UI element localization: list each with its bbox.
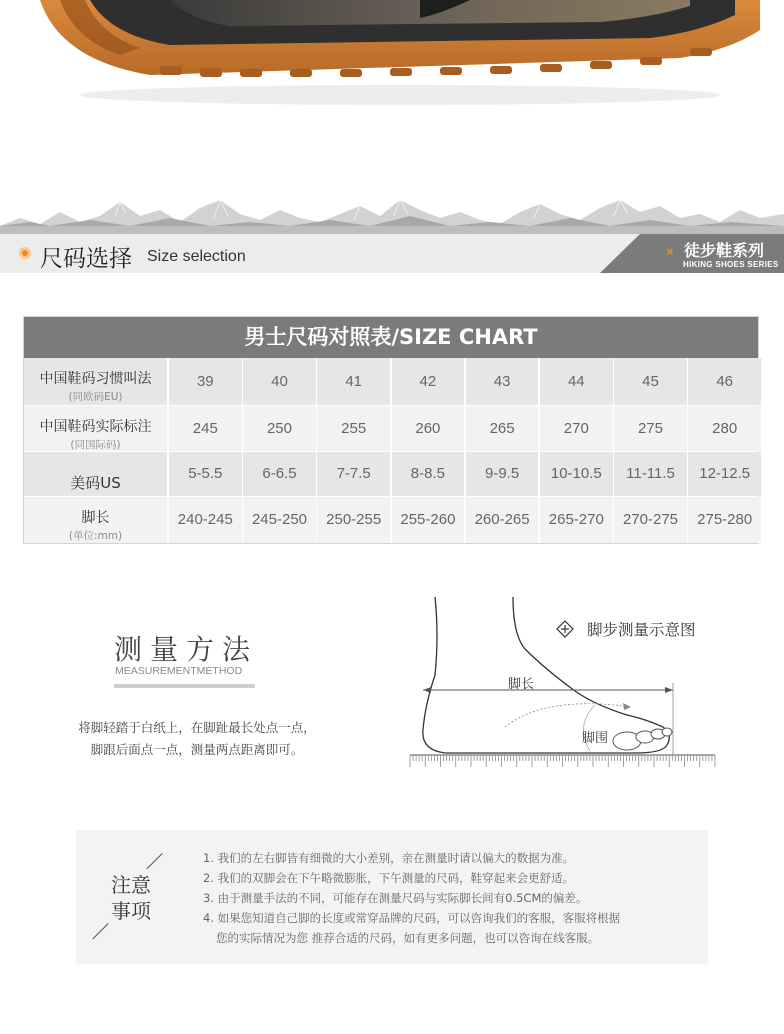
method-title: 测量方法 xyxy=(114,633,259,666)
size-row xyxy=(24,406,758,451)
size-row xyxy=(24,497,758,543)
notes-title-line-2: 事项 xyxy=(111,899,151,923)
size-cell: 275 xyxy=(614,406,687,451)
notes-title-line-1: 注意 xyxy=(111,873,151,897)
size-cell: 5-5.5 xyxy=(169,452,242,496)
method-desc-line-2: 脚跟后面点一点，测量两点距离即可。 xyxy=(90,742,304,757)
size-cell: 41 xyxy=(317,358,390,405)
method-subtitle: MEASUREMENTMETHOD xyxy=(115,665,243,677)
size-cell: 11-11.5 xyxy=(614,452,687,496)
size-row-label: 美码US xyxy=(70,474,121,492)
note-item: 4. 如果您知道自己脚的长度或常穿品牌的尺码，可以咨询我们的客服，客服将根据 xyxy=(203,911,621,925)
size-row-sublabel: (同欧码EU) xyxy=(68,391,123,403)
mountain-decoration xyxy=(0,196,784,238)
size-cell: 42 xyxy=(392,358,465,405)
size-cell: 260-265 xyxy=(466,497,539,543)
notes-list xyxy=(203,848,693,948)
size-cell: 9-9.5 xyxy=(466,452,539,496)
crosshair-icon xyxy=(556,620,574,638)
diagram-caption: 脚步测量示意图 xyxy=(587,621,696,639)
size-cell: 6-6.5 xyxy=(243,452,316,496)
note-item: 1. 我们的左右脚皆有细微的大小差别，亲在测量时请以偏大的数据为准。 xyxy=(203,851,575,865)
brand-cross-icon: × xyxy=(666,244,674,259)
size-cell: 260 xyxy=(392,406,465,451)
size-cell: 270 xyxy=(540,406,613,451)
size-row-header xyxy=(24,358,167,405)
size-cell: 46 xyxy=(688,358,761,405)
note-item: 3. 由于测量手法的不同，可能存在测量尺码与实际脚长间有0.5CM的偏差。 xyxy=(203,891,588,905)
size-row-header xyxy=(24,452,167,496)
size-cell: 240-245 xyxy=(169,497,242,543)
size-cell: 44 xyxy=(540,358,613,405)
size-cell: 250-255 xyxy=(317,497,390,543)
size-row xyxy=(24,358,758,405)
note-item: 2. 我们的双脚会在下午略微膨胀，下午测量的尺码，鞋穿起来会更舒适。 xyxy=(203,871,575,885)
method-desc-line-1: 将脚轻踏于白纸上，在脚趾最长处点一点， xyxy=(78,720,316,735)
size-chart-title: 男士尺码对照表/SIZE CHART xyxy=(24,317,758,358)
size-cell: 43 xyxy=(466,358,539,405)
size-cell: 45 xyxy=(614,358,687,405)
size-cell: 275-280 xyxy=(688,497,761,543)
notes-title xyxy=(111,872,161,924)
size-cell: 265-270 xyxy=(540,497,613,543)
size-cell: 255-260 xyxy=(392,497,465,543)
foot-girth-label: 脚围 xyxy=(582,731,609,746)
size-row-header xyxy=(24,497,167,543)
shoe-sole-image xyxy=(0,0,784,110)
note-item-4-continuation: 您的实际情况为您 推荐合适的尺码，如有更多问题，也可以咨询在线客服。 xyxy=(216,931,600,945)
size-cell: 270-275 xyxy=(614,497,687,543)
size-row-sublabel: (同国际码) xyxy=(70,439,121,451)
size-cell: 40 xyxy=(243,358,316,405)
size-cell: 245-250 xyxy=(243,497,316,543)
size-cell: 12-12.5 xyxy=(688,452,761,496)
size-row-label: 中国鞋码习惯叫法 xyxy=(39,371,152,387)
size-cell: 280 xyxy=(688,406,761,451)
section-title-en: Size selection xyxy=(147,248,246,265)
size-row-label: 脚长 xyxy=(81,510,110,526)
bullet-dot-icon xyxy=(19,247,31,259)
size-cell: 10-10.5 xyxy=(540,452,613,496)
size-row-label: 中国鞋码实际标注 xyxy=(39,419,152,435)
size-cell: 39 xyxy=(169,358,242,405)
size-cell: 7-7.5 xyxy=(317,452,390,496)
method-description xyxy=(62,717,332,761)
section-title-cn: 尺码选择 xyxy=(40,246,132,272)
method-underline xyxy=(114,684,255,688)
size-row-sublabel: (单位:mm) xyxy=(68,530,123,542)
size-row xyxy=(24,452,758,496)
size-cell: 245 xyxy=(169,406,242,451)
brand-tag xyxy=(600,234,784,273)
note-item-continued xyxy=(203,928,693,948)
brand-name-en: HIKING SHOES SERIES xyxy=(683,260,779,269)
brand-name-cn: 徒步鞋系列 xyxy=(684,241,765,260)
size-chart-table xyxy=(23,316,759,544)
size-cell: 265 xyxy=(466,406,539,451)
size-cell: 255 xyxy=(317,406,390,451)
foot-length-label: 脚长 xyxy=(508,677,535,692)
size-cell: 250 xyxy=(243,406,316,451)
size-cell: 8-8.5 xyxy=(392,452,465,496)
size-row-header xyxy=(24,406,167,451)
